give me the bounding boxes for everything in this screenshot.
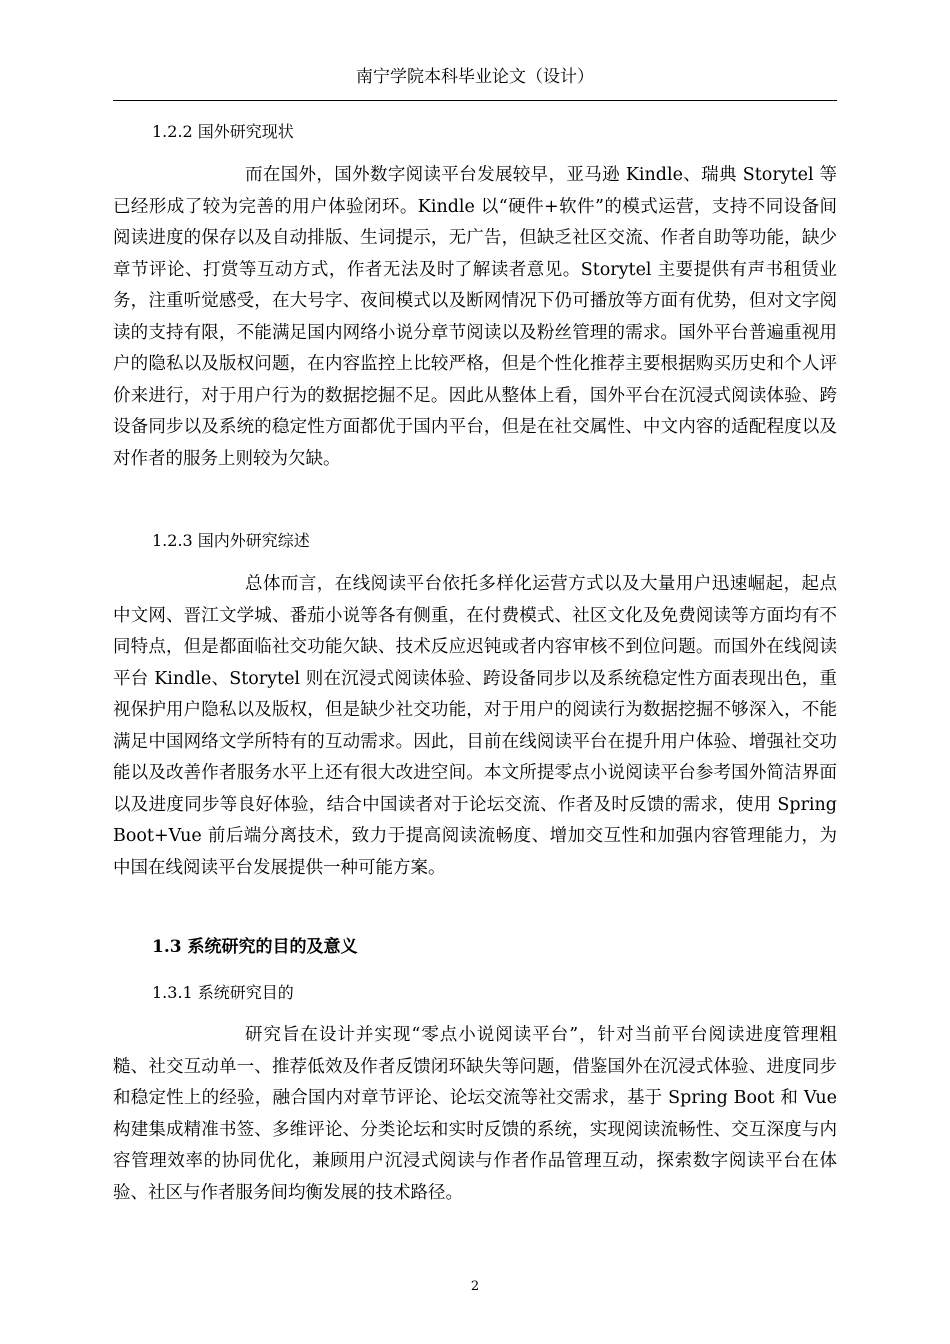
section-heading-1-2-2: 1.2.2 国外研究现状 bbox=[152, 122, 294, 141]
paragraph-research-purpose: 研究旨在设计并实现“零点小说阅读平台”，针对当前平台阅读进度管理粗糙、社交互动单一、推荐低效及作者反馈闭环缺失等问题，借鉴国外在沉浸式体验、进度同步和稳定性上的经验，融合国内对章节评论、论坛交流等社交需求，基于 Spring Boot 和 Vue 构建集成精准书签、多维评论、分类论坛和实时反馈的系统，实现阅读流畅性、交互深度与内容管理效率的协同优化，兼顾用户沉浸式阅读与作者作品管理互动，探索数字阅读平台在体验、社区与作者服务间均衡发展的技术路径。 bbox=[113, 1025, 837, 1203]
section-heading-1-2-3: 1.2.3 国内外研究综述 bbox=[152, 531, 310, 550]
page-number: 2 bbox=[470, 1279, 480, 1294]
section-heading-1-3-1: 1.3.1 系统研究目的 bbox=[152, 983, 294, 1002]
header-rule bbox=[113, 100, 837, 101]
paragraph-research-summary: 总体而言，在线阅读平台依托多样化运营方式以及大量用户迅速崛起，起点中文网、晋江文学城、番茄小说等各有侧重，在付费模式、社区文化及免费阅读等方面均有不同特点，但是都面临社交功能欠缺、技术反应迟钝或者内容审核不到位问题。而国外在线阅读平台 Kindle、Storytel 则在沉浸式阅读体验、跨设备同步以及系统稳定性方面表现出色，重视保护用户隐私以及版权，但是缺少社交功能，对于用户的阅读行为数据挖掘不够深入，不能满足中国网络文学所特有的互动需求。因此，目前在线阅读平台在提升用户体验、增强社交功能以及改善作者服务水平上还有很大改进空间。本文所提零点小说阅读平台参考国外简洁界面以及进度同步等良好体验，结合中国读者对于论坛交流、作者及时反馈的需求，使用 Spring Boot+Vue 前后端分离技术，致力于提高阅读流畅度、增加交互性和加强内容管理能力，为中国在线阅读平台发展提供一种可能方案。 bbox=[113, 574, 837, 878]
running-header: 南宁学院本科毕业论文（设计） bbox=[356, 67, 594, 87]
section-heading-1-3: 1.3 系统研究的目的及意义 bbox=[152, 937, 358, 957]
paragraph-foreign-research: 而在国外，国外数字阅读平台发展较早，亚马逊 Kindle、瑞典 Storytel 等已经形成了较为完善的用户体验闭环。Kindle 以“硬件+软件”的模式运营，支持不同设备间阅读进度的保存以及自动排版、生词提示，无广告，但缺乏社区交流、作者自助等功能，缺少章节评论、打赏等互动方式，作者无法及时了解读者意见。Storytel 主要提供有声书租赁业务，注重听觉感受，在大号字、夜间模式以及断网情况下仍可播放等方面有优势，但对文字阅读的支持有限，不能满足国内网络小说分章节阅读以及粉丝管理的需求。国外平台普遍重视用户的隐私以及版权问题，在内容监控上比较严格，但是个性化推荐主要根据购买历史和个人评价来进行，对于用户行为的数据挖掘不足。因此从整体上看，国外平台在沉浸式阅读体验、跨设备同步以及系统的稳定性方面都优于国内平台，但是在社交属性、中文内容的适配程度以及对作者的服务上则较为欠缺。 bbox=[113, 165, 837, 469]
